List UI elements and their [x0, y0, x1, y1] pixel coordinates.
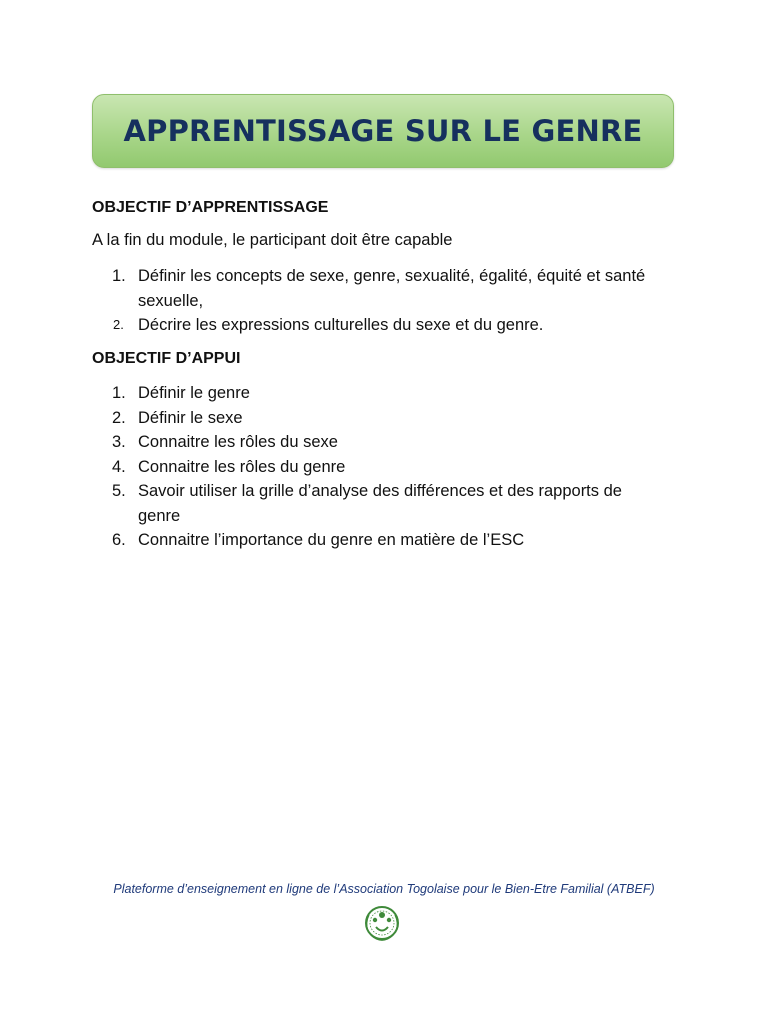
intro-text: A la fin du module, le participant doit être capable — [92, 231, 453, 249]
list-item-number: 2. — [112, 408, 126, 427]
list-item-text: Définir le genre — [138, 384, 250, 402]
list-item — [92, 528, 652, 553]
learning-objectives-list — [92, 264, 652, 338]
section-heading-learning-objective: OBJECTIF D’APPRENTISSAGE — [92, 199, 329, 216]
atbef-logo-icon — [359, 901, 405, 949]
list-item-text: Savoir utiliser la grille d’analyse des différences et des rapports de genre — [138, 482, 622, 525]
list-item — [92, 479, 652, 528]
list-item-number: 1. — [112, 267, 126, 285]
list-item-text: Connaitre les rôles du sexe — [138, 433, 338, 451]
footer-text: Plateforme d’enseignement en ligne de l’Association Togolaise pour le Bien-Etre Familial (ATBEF) — [113, 882, 655, 896]
list-item-number: 3. — [112, 433, 126, 451]
list-item-text: Connaitre les rôles du genre — [138, 457, 346, 476]
list-item — [92, 430, 652, 455]
list-item-text: Connaitre l’importance du genre en matière de l’ESC — [138, 531, 525, 549]
list-item-text: Décrire les expressions culturelles du sexe et du genre. — [138, 316, 544, 334]
list-item — [92, 406, 652, 431]
title-banner — [92, 94, 674, 168]
list-item — [92, 381, 652, 406]
list-item — [92, 455, 652, 480]
list-item — [92, 264, 652, 313]
list-item-number: 6. — [112, 531, 126, 549]
list-item-number: 4. — [112, 457, 126, 476]
list-item-number: 1. — [112, 384, 126, 402]
list-item-number: 2. — [113, 317, 124, 332]
list-item-text: Définir les concepts de sexe, genre, sexualité, égalité, équité et santé sexuelle, — [138, 267, 646, 310]
page-title: APPRENTISSAGE SUR LE GENRE — [123, 114, 643, 148]
support-objectives-list — [92, 381, 652, 553]
list-item — [92, 313, 652, 338]
list-item-number: 5. — [112, 482, 126, 500]
list-item-text: Définir le sexe — [138, 408, 243, 427]
section-heading-support-objective: OBJECTIF D’APPUI — [92, 350, 241, 367]
